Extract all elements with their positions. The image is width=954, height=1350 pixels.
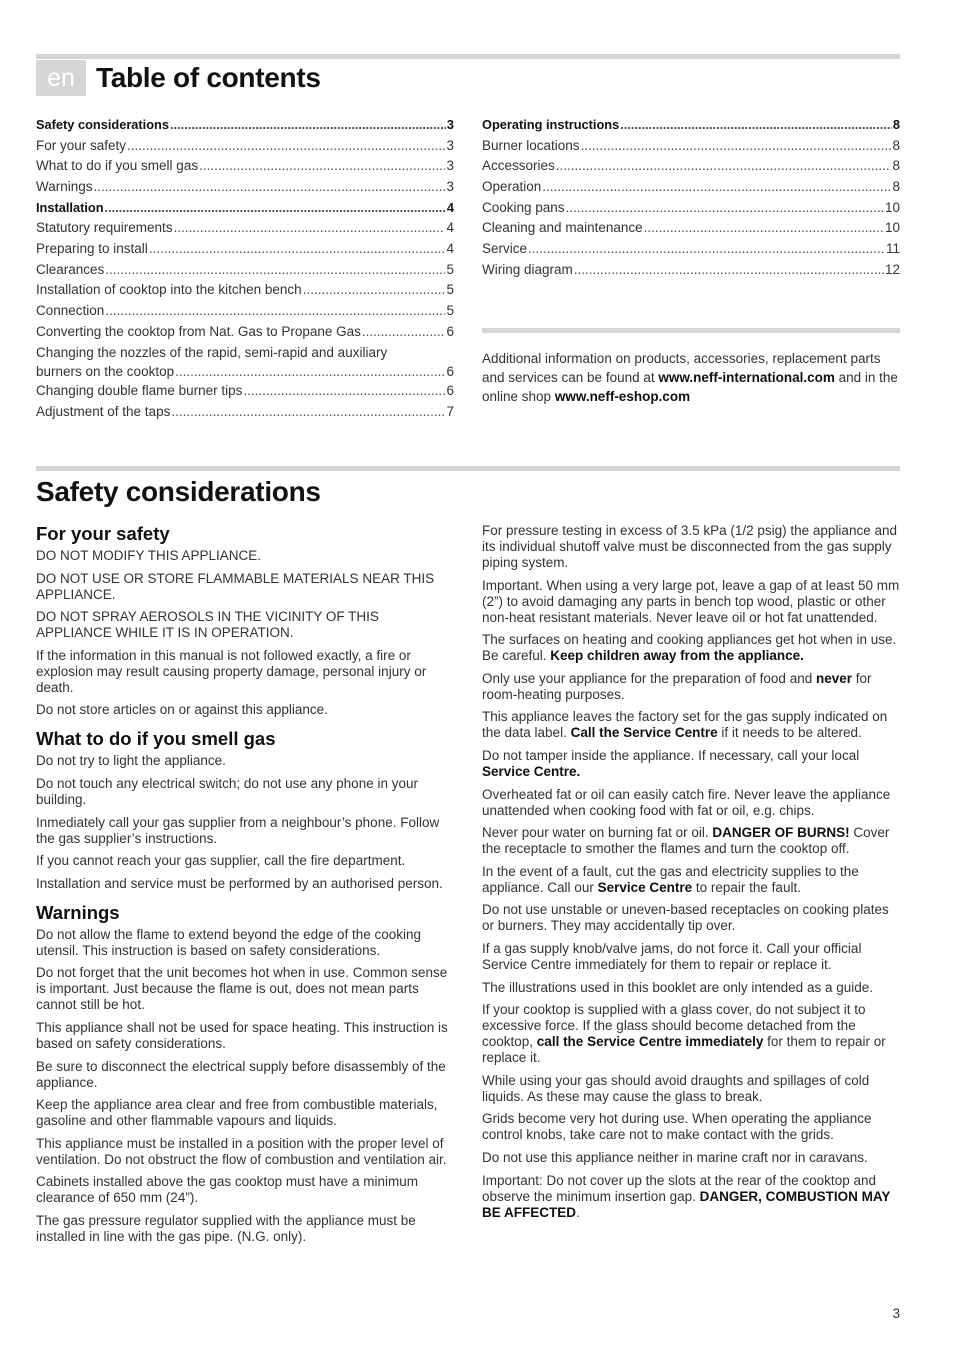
toc-entry[interactable] <box>482 115 900 136</box>
toc-entry-page: 3 <box>446 179 454 195</box>
toc-entry-label: Safety considerations <box>36 116 169 132</box>
toc-entry-label: Installation <box>36 199 104 215</box>
toc-entry-page: 4 <box>446 220 454 236</box>
safety-rule <box>36 466 900 471</box>
toc-entry-label: Accessories <box>482 158 555 174</box>
paragraph: Cabinets installed above the gas cooktop must have a minimum clearance of 650 mm (24”). <box>36 1174 418 1206</box>
toc-entry[interactable] <box>36 218 454 239</box>
toc-leader-dots <box>362 322 446 343</box>
toc-entry-page: 6 <box>446 364 454 380</box>
paragraph: If the information in this manual is not followed exactly, a fire or explosion may result causing property damage, personal injury or death. <box>36 647 427 695</box>
toc-leader-dots <box>574 260 884 281</box>
paragraph: Important: Do not cover up the slots at the rear of the cooktop and observe the minimum insertion gap. DANGER, COMBUSTION MAY BE AFFECTED. <box>482 1172 891 1220</box>
toc-leader-dots <box>303 280 446 301</box>
toc-entry-label: Statutory requirements <box>36 220 173 236</box>
toc-entry[interactable] <box>482 218 900 239</box>
paragraph: Never pour water on burning fat or oil. DANGER OF BURNS! Cover the receptacle to smother the flames and turn the cooktop off. <box>482 825 890 857</box>
safety-right-column <box>482 523 900 1227</box>
toc-leader-dots <box>542 177 891 198</box>
toc-entry-label: Converting the cooktop from Nat. Gas to Propane Gas <box>36 323 361 339</box>
paragraph: While using your gas should avoid draughts and spillages of cold liquids. As these may cause the glass to break. <box>482 1072 870 1104</box>
paragraph: Inmediately call your gas supplier from a neighbour’s phone. Follow the gas supplier’s instructions. <box>36 814 440 846</box>
paragraph: Do not forget that the unit becomes hot when in use. Common sense is important. Just because the flame is out, does not mean parts cannot still be hot. <box>36 965 448 1013</box>
toc-entry-page: 3 <box>446 116 454 132</box>
paragraph: Be sure to disconnect the electrical supply before disassembly of the appliance. <box>36 1058 446 1090</box>
toc-entry[interactable] <box>36 260 454 281</box>
safety-title: Safety considerations <box>36 476 321 507</box>
toc-entry[interactable] <box>36 198 454 219</box>
toc-entry[interactable] <box>482 156 900 177</box>
toc-entry[interactable] <box>36 301 454 322</box>
toc-entry-label: burners on the cooktop <box>36 364 175 380</box>
toc-entry-page: 8 <box>892 179 900 195</box>
toc-leader-dots <box>243 381 445 402</box>
heading-for-your-safety: For your safety <box>36 523 170 544</box>
paragraph: Do not store articles on or against this appliance. <box>36 702 328 718</box>
toc-entry-page: 6 <box>446 383 454 399</box>
toc-entry-page: 3 <box>446 137 454 153</box>
paragraph: Do not tamper inside the appliance. If necessary, call your local Service Centre. <box>482 747 860 779</box>
toc-entry-label: Burner locations <box>482 137 580 153</box>
toc-entry-label: Cleaning and maintenance <box>482 220 643 236</box>
safety-left-column <box>36 519 454 1252</box>
toc-entry-label: Clearances <box>36 261 105 277</box>
toc-leader-dots <box>127 136 445 157</box>
paragraph: Overheated fat or oil can easily catch fire. Never leave the appliance unattended when cooking food with fat or oil, e.g. chips. <box>482 786 891 818</box>
toc-entry-page: 6 <box>446 323 454 339</box>
toc-entry[interactable] <box>36 115 454 136</box>
toc-entry[interactable] <box>36 156 454 177</box>
toc-leader-dots <box>566 198 884 219</box>
paragraph: DO NOT MODIFY THIS APPLIANCE. <box>36 548 262 563</box>
toc-entry-label: Installation of cooktop into the kitchen bench <box>36 282 302 298</box>
toc-leader-dots <box>105 260 445 281</box>
paragraph: Installation and service must be performed by an authorised person. <box>36 875 443 891</box>
heading-smell-gas: What to do if you smell gas <box>36 728 276 750</box>
paragraph: If a gas supply knob/valve jams, do not force it. Call your official Service Centre immediately for them to repair or replace it. <box>482 940 862 972</box>
toc-entry-label: Wiring diagram <box>482 261 573 277</box>
toc-entry[interactable] <box>36 281 454 302</box>
paragraph: Important. When using a very large pot, leave a gap of at least 50 mm (2”) to avoid damaging any parts in bench top wood, plastic or other non-heat resistant materials. Never leave oil or hot fat unattended. <box>482 577 900 625</box>
toc-entry-page: 5 <box>446 282 454 298</box>
toc-entry-label: Cooking pans <box>482 199 565 215</box>
toc-entry[interactable] <box>482 260 900 281</box>
paragraph: Keep the appliance area clear and free from combustible materials, gasoline and other flammable vapours and liquids. <box>36 1097 438 1129</box>
toc-entry-page: 8 <box>892 137 900 153</box>
toc-leader-dots <box>199 156 445 177</box>
paragraph: If you cannot reach your gas supplier, call the fire department. <box>36 853 406 869</box>
toc-leader-dots <box>644 218 884 239</box>
toc-entry[interactable] <box>36 322 454 343</box>
toc-entry-page: 8 <box>892 158 900 174</box>
paragraph: Do not touch any electrical switch; do not use any phone in your building. <box>36 775 418 807</box>
toc-entry[interactable] <box>36 381 454 402</box>
toc-leader-dots <box>174 218 446 239</box>
paragraph: The gas pressure regulator supplied with the appliance must be installed in line with the gas pipe. (N.G. only). <box>36 1212 416 1244</box>
toc-entry-page: 10 <box>884 220 900 236</box>
eshop-link[interactable]: www.neff-eshop.com <box>554 389 691 404</box>
toc-entry[interactable] <box>36 239 454 260</box>
toc-leader-dots <box>581 136 892 157</box>
language-badge: en <box>36 60 86 96</box>
paragraph: If your cooktop is supplied with a glass cover, do not subject it to excessive force. If the glass should become detached from the cooktop, call the Service Centre immediately for them to repair or replace it. <box>482 1002 886 1066</box>
paragraph: In the event of a fault, cut the gas and electricity supplies to the appliance. Call our Service Centre to repair the fault. <box>482 863 859 895</box>
toc-entry-label: Service <box>482 241 528 257</box>
toc-entry-label: Adjustment of the taps <box>36 403 171 419</box>
toc-entry-page: 5 <box>446 303 454 319</box>
toc-leader-dots <box>171 402 445 423</box>
paragraph: Do not use unstable or uneven-based receptacles on cooking plates or burners. They may accidentally tip over. <box>482 902 889 934</box>
paragraph: The surfaces on heating and cooking appliances get hot when in use. Be careful. Keep children away from the appliance. <box>482 632 897 664</box>
toc-entry-label: What to do if you smell gas <box>36 158 199 174</box>
toc-leader-dots <box>528 239 885 260</box>
toc-leader-dots <box>620 115 892 136</box>
toc-entry-page: 8 <box>892 116 900 132</box>
paragraph: For pressure testing in excess of 3.5 kPa (1/2 psig) the appliance and its individual shutoff valve must be disconnected from the gas supply piping system. <box>482 523 897 570</box>
paragraph: DO NOT SPRAY AEROSOLS IN THE VICINITY OF THIS APPLIANCE WHILE IT IS IN OPERATION. <box>36 609 379 641</box>
toc-entry[interactable] <box>482 239 900 260</box>
page-number: 3 <box>892 1306 900 1321</box>
toc-entry-label: Changing the nozzles of the rapid, semi-rapid and auxiliary <box>36 344 388 360</box>
toc-leader-dots <box>105 198 446 219</box>
international-link[interactable]: www.neff-international.com <box>658 370 835 385</box>
heading-warnings: Warnings <box>36 901 120 923</box>
toc-entry[interactable] <box>36 402 454 423</box>
top-rule <box>36 54 900 59</box>
toc-entry-page: 5 <box>446 261 454 277</box>
toc-leader-dots <box>94 177 446 198</box>
paragraph: This appliance leaves the factory set for the gas supply indicated on the data label. Call the Service Centre if it needs to be altered. <box>482 709 888 741</box>
paragraph: Only use your appliance for the preparation of food and never for room-heating purposes. <box>482 670 872 702</box>
toc-entry-page: 11 <box>885 241 900 257</box>
toc-leader-dots <box>149 239 446 260</box>
additional-info: Additional information on products, accessories, replacement parts and services can be found at www.neff-international.com and in the online shop www.neff-eshop.com <box>482 351 898 404</box>
toc-entry-label: Warnings <box>36 179 93 195</box>
paragraph: The illustrations used in this booklet are only intended as a guide. <box>482 979 873 995</box>
toc-entry-label: Preparing to install <box>36 241 148 257</box>
toc-entry-label: Operation <box>482 179 542 195</box>
toc-title: Table of contents <box>96 62 321 93</box>
toc-entry[interactable] <box>36 343 454 382</box>
toc-entry-label: Changing double flame burner tips <box>36 383 243 399</box>
paragraph: Do not allow the flame to extend beyond the edge of the cooking utensil. This instruction is based on safety considerations. <box>36 926 422 958</box>
toc-entry-page: 10 <box>884 199 900 215</box>
paragraph: Grids become very hot during use. When operating the appliance control knobs, take care not to make contact with the grids. <box>482 1111 872 1143</box>
toc-entry[interactable] <box>482 198 900 219</box>
toc-leader-dots <box>175 362 445 381</box>
toc-entry[interactable] <box>482 177 900 198</box>
toc-leader-dots <box>105 301 445 322</box>
paragraph: Do not try to light the appliance. <box>36 753 226 769</box>
toc-entry-page: 4 <box>446 199 454 215</box>
toc-right-column <box>482 115 900 281</box>
toc-entry-page: 4 <box>446 241 454 257</box>
toc-entry-label: For your safety <box>36 137 127 153</box>
paragraph: This appliance must be installed in a position with the proper level of ventilation. Do not obstruct the flow of combustion and ventilation air. <box>36 1135 447 1167</box>
paragraph: Do not use this appliance neither in marine craft nor in caravans. <box>482 1149 868 1165</box>
toc-leader-dots <box>170 115 446 136</box>
toc-entry-page: 12 <box>884 261 900 277</box>
toc-entry[interactable] <box>482 136 900 157</box>
paragraph: DO NOT USE OR STORE FLAMMABLE MATERIALS NEAR THIS APPLIANCE. <box>36 570 435 602</box>
toc-entry-label: Operating instructions <box>482 116 620 132</box>
paragraph: This appliance shall not be used for space heating. This instruction is based on safety considerations. <box>36 1019 448 1051</box>
toc-entry-page: 3 <box>446 158 454 174</box>
info-rule <box>482 328 900 333</box>
toc-entry-page: 7 <box>446 403 454 419</box>
toc-entry[interactable] <box>36 136 454 157</box>
toc-entry-label: Connection <box>36 303 105 319</box>
toc-leader-dots <box>556 156 892 177</box>
toc-entry[interactable] <box>36 177 454 198</box>
toc-left-column <box>36 115 454 422</box>
